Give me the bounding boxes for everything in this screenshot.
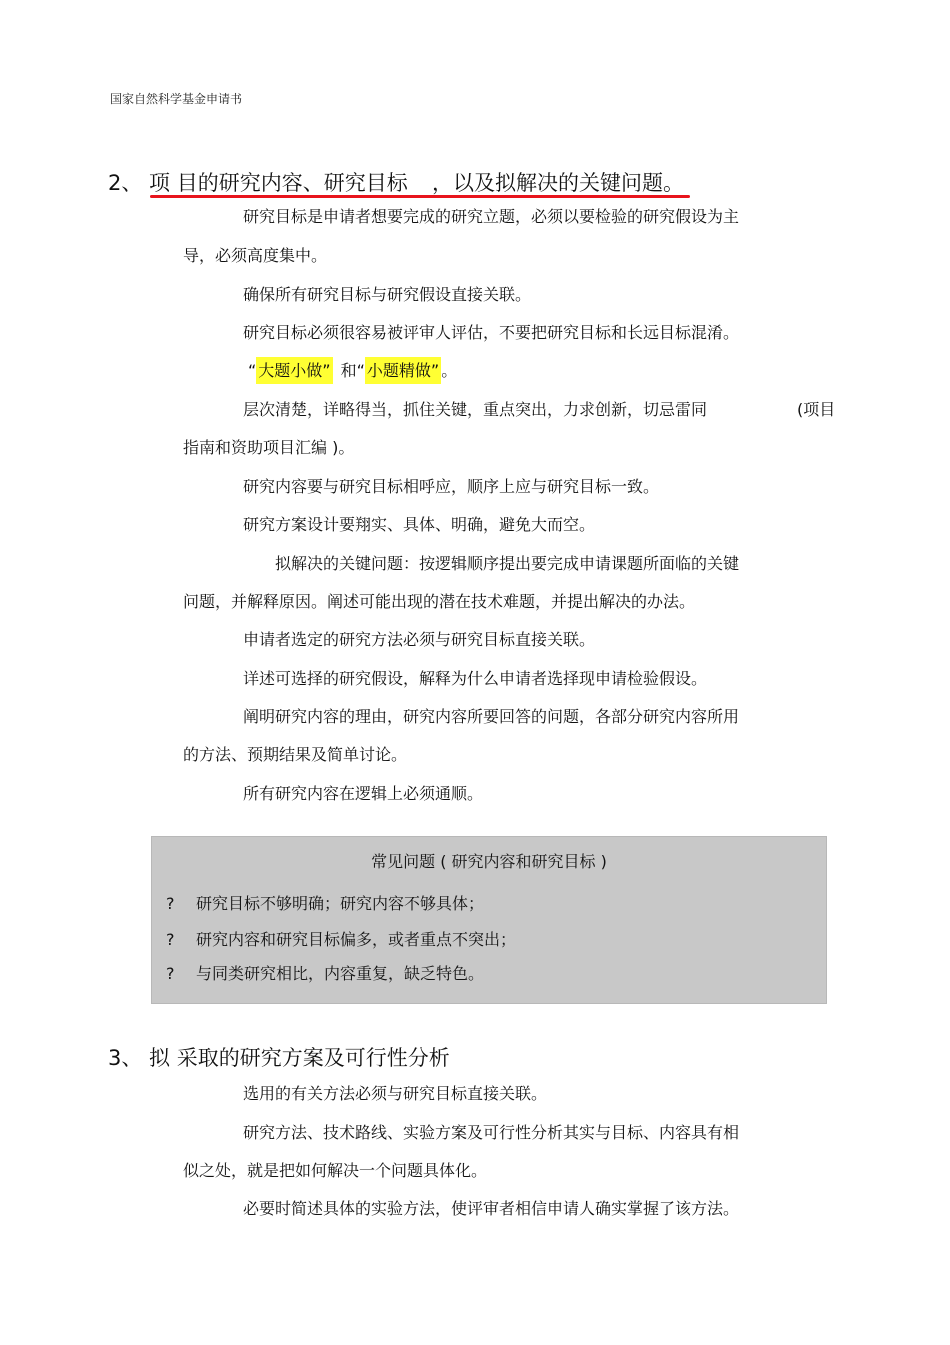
section-3-paragraph-1: 选用的有关方法必须与研究目标直接关联。 <box>243 1084 548 1103</box>
paragraph-8-line-1: 拟解决的关键问题：按逻辑顺序提出要完成申请课题所面临的关键 <box>275 554 740 573</box>
highlight-small-topic: 小题精做” <box>365 357 441 384</box>
section-3-paragraph-3: 必要时简述具体的实验方法，使评审者相信申请人确实掌握了该方法。 <box>243 1199 740 1218</box>
question-mark-icon: ? <box>166 894 175 913</box>
section-2-heading-b: ，以及拟解决的关键问题。 <box>432 171 684 195</box>
list-item-text: 研究目标不够明确；研究内容不够具体； <box>196 894 485 913</box>
list-item-text: 研究内容和研究目标偏多，或者重点不突出； <box>196 930 517 949</box>
paragraph-5-line-1: 层次清楚，详略得当，抓住关键，重点突出，力求创新，切忌雷同 <box>243 400 708 419</box>
connector-text: 和“ <box>340 361 365 380</box>
section-3-paragraph-2-line-2: 似之处，就是把如何解决一个问题具体化。 <box>183 1161 488 1180</box>
question-mark-icon: ? <box>166 930 175 949</box>
paragraph-2: 确保所有研究目标与研究假设直接关联。 <box>243 285 532 304</box>
common-issues-box <box>151 836 827 1004</box>
list-item <box>166 961 484 984</box>
open-quote: “ <box>248 361 257 380</box>
list-item-text: 与同类研究相比，内容重复，缺乏特色。 <box>196 964 485 983</box>
section-2-heading-a: 2、 项 目的研究内容、研究目标 <box>108 171 408 195</box>
heading-red-underline <box>150 195 690 198</box>
paragraph-11-line-1: 阐明研究内容的理由，研究内容所要回答的问题，各部分研究内容所用 <box>243 707 740 726</box>
paragraph-3: 研究目标必须很容易被评审人评估，不要把研究目标和长远目标混淆。 <box>243 323 740 342</box>
paragraph-1-line-2: 导，必须高度集中。 <box>183 246 328 265</box>
paragraph-8-line-2: 问题，并解释原因。阐述可能出现的潜在技术难题，并提出解决的办法。 <box>183 592 696 611</box>
highlight-big-topic: 大题小做” <box>256 357 332 384</box>
paragraph-12: 所有研究内容在逻辑上必须通顺。 <box>243 784 484 803</box>
document-header: 国家自然科学基金申请书 <box>110 92 243 106</box>
list-item <box>166 927 516 950</box>
list-item <box>166 891 484 914</box>
paragraph-5-line-2: 指南和资助项目汇编 )。 <box>183 438 355 457</box>
paragraph-7: 研究方案设计要翔实、具体、明确，避免大而空。 <box>243 515 596 534</box>
common-issues-title: 常见问题 ( 研究内容和研究目标 ) <box>371 852 607 871</box>
question-mark-icon: ? <box>166 964 175 983</box>
period: 。 <box>441 361 458 380</box>
paragraph-1-line-1: 研究目标是申请者想要完成的研究立题，必须以要检验的研究假设为主 <box>243 207 740 226</box>
paragraph-5-line-1-tail: (项目 <box>797 400 836 419</box>
paragraph-9: 申请者选定的研究方法必须与研究目标直接关联。 <box>243 630 596 649</box>
section-3-heading: 3、 拟 采取的研究方案及可行性分析 <box>108 1046 450 1070</box>
paragraph-11-line-2: 的方法、预期结果及简单讨论。 <box>183 745 408 764</box>
paragraph-10: 详述可选择的研究假设，解释为什么申请者选择现申请检验假设。 <box>243 669 708 688</box>
paragraph-4 <box>248 361 457 381</box>
paragraph-6: 研究内容要与研究目标相呼应，顺序上应与研究目标一致。 <box>243 477 660 496</box>
section-3-paragraph-2-line-1: 研究方法、技术路线、实验方案及可行性分析其实与目标、内容具有相 <box>243 1123 740 1142</box>
